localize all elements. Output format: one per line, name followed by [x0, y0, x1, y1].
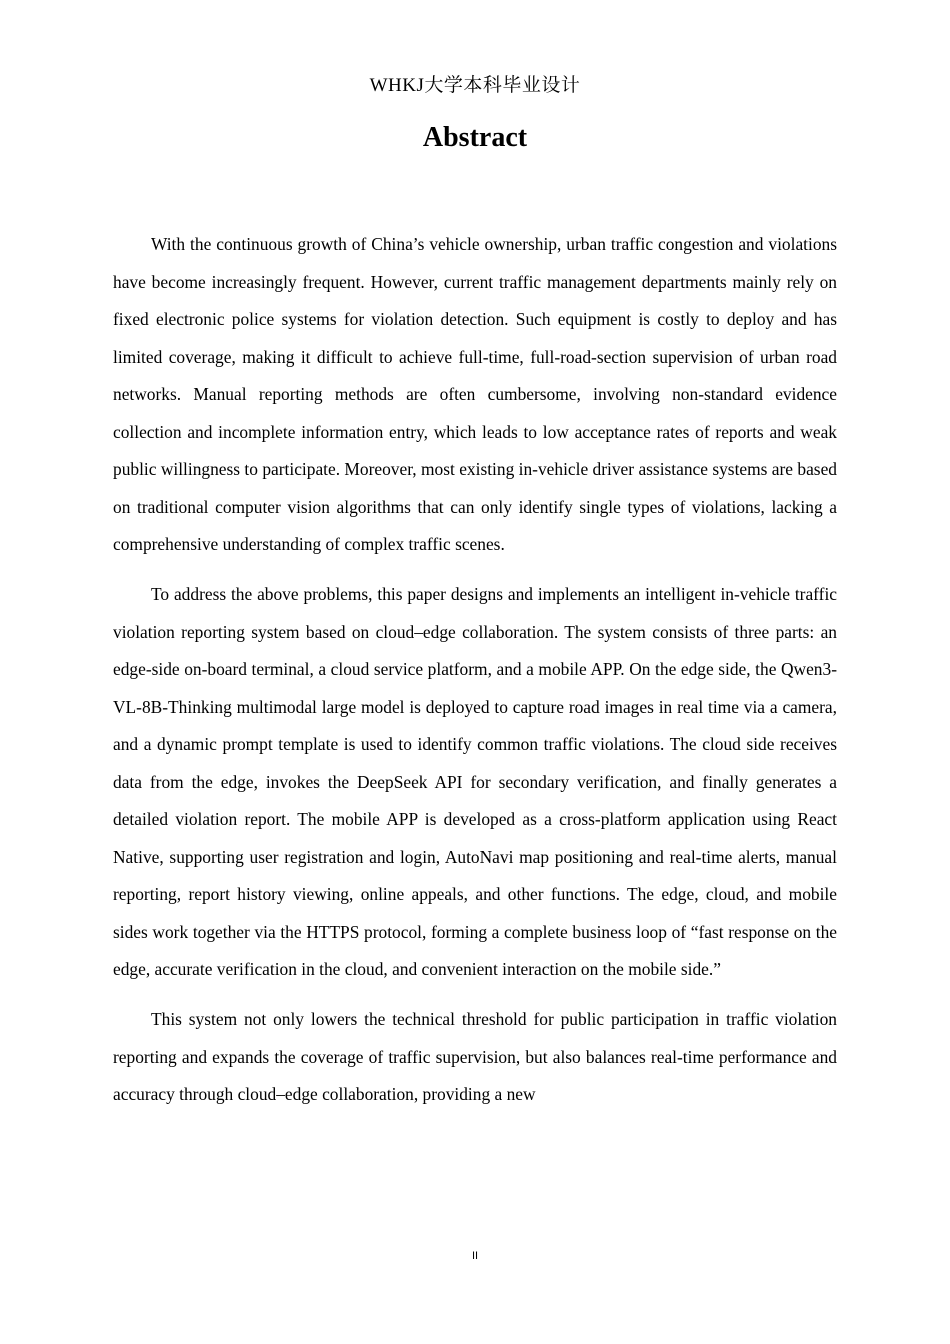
- page-title: Abstract: [422, 122, 528, 153]
- abstract-paragraph-1: With the continuous growth of China’s vehicle ownership, urban traffic congestion and violations have become increasingly frequent. However, current traffic management departments mainly rely on fixed electronic police systems for violation detection. Such equipment is costly to deploy and has limited coverage, making it difficult to achieve full-time, full-road-section supervision of urban road networks. Manual reporting methods are often cumbersome, involving non-standard evidence collection and incomplete information entry, which leads to low acceptance rates of reports and weak public willingness to participate. Moreover, most existing in-vehicle driver assistance systems are based on traditional computer vision algorithms that can only identify single types of violations, lacking a comprehensive understanding of complex traffic scenes.: [113, 234, 837, 554]
- page-number: II: [471, 1250, 479, 1262]
- running-header: WHKJ大学本科毕业设计: [369, 75, 581, 96]
- abstract-paragraph-2: To address the above problems, this paper designs and implements an intelligent in-vehicle traffic violation reporting system based on cloud–edge collaboration. The system consists of three parts: an edge-side on-board terminal, a cloud service platform, and a mobile APP. On the edge side, the Qwen3-VL-8B-Thinking multimodal large model is deployed to capture road images in real time via a camera, and a dynamic prompt template is used to identify common traffic violations. The cloud side receives data from the edge, invokes the DeepSeek API for secondary verification, and finally generates a detailed violation report. The mobile APP is developed as a cross-platform application using React Native, supporting user registration and login, AutoNavi map positioning and real-time alerts, manual reporting, report history viewing, online appeals, and other functions. The edge, cloud, and mobile sides work together via the HTTPS protocol, forming a complete business loop of “fast response on the edge, accurate verification in the cloud, and convenient interaction on the mobile side.”: [113, 584, 837, 979]
- abstract-body: [113, 226, 837, 1126]
- abstract-paragraph-3: This system not only lowers the technical threshold for public participation in traffic violation reporting and expands the coverage of traffic supervision, but also balances real-time performance and accuracy through cloud–edge collaboration, providing a new: [113, 1009, 837, 1104]
